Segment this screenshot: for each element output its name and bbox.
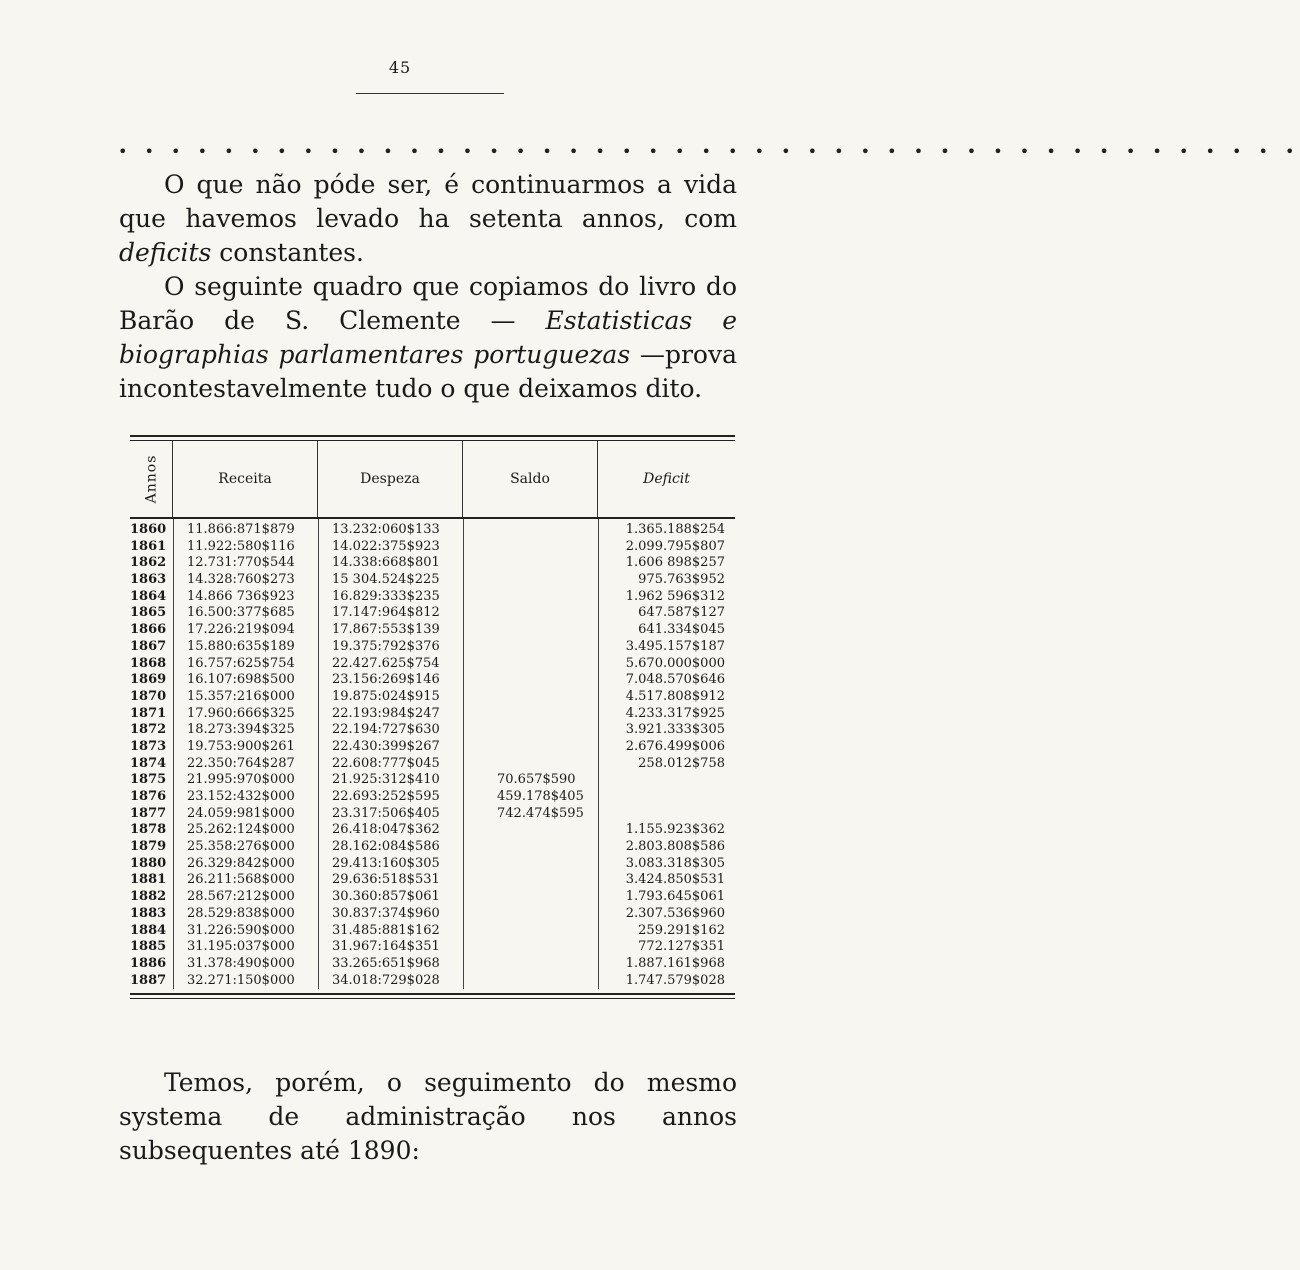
cell-year: 1872 bbox=[130, 722, 167, 738]
cell-deficit: 1.606 898$257 bbox=[625, 555, 725, 571]
cell-deficit: 772.127$351 bbox=[638, 939, 725, 955]
cell-year: 1861 bbox=[130, 538, 167, 554]
cell-receita: 11.922:580$116 bbox=[187, 538, 295, 554]
cell-receita: 15.357:216$000 bbox=[187, 688, 295, 704]
cell-despeza: 17.867:553$139 bbox=[332, 622, 440, 638]
cell-saldo bbox=[463, 923, 598, 940]
cell-year: 1864 bbox=[130, 588, 167, 604]
table-row bbox=[130, 739, 735, 756]
table-row bbox=[130, 906, 735, 923]
cell-deficit: 1.887.161$968 bbox=[625, 955, 725, 971]
cell-deficit: 3.921.333$305 bbox=[625, 722, 725, 738]
table-row bbox=[130, 789, 735, 806]
table-row bbox=[130, 923, 735, 940]
cell-receita: 12.731:770$544 bbox=[187, 555, 295, 571]
cell-despeza: 33.265:651$968 bbox=[332, 955, 440, 971]
cell-saldo: 742.474$595 bbox=[497, 805, 584, 821]
table-row bbox=[130, 939, 735, 956]
table-row bbox=[130, 689, 735, 706]
table-row bbox=[130, 672, 735, 689]
cell-receita: 31.226:590$000 bbox=[187, 922, 295, 938]
table-body bbox=[130, 519, 735, 989]
cell-year: 1883 bbox=[130, 905, 167, 921]
p1-text-b: constantes. bbox=[211, 238, 364, 267]
cell-year: 1865 bbox=[130, 605, 167, 621]
table-row bbox=[130, 756, 735, 773]
paragraph-1 bbox=[119, 168, 737, 270]
table-row bbox=[130, 572, 735, 589]
cell-despeza: 23.156:269$146 bbox=[332, 672, 440, 688]
cell-receita: 32.271:150$000 bbox=[187, 972, 295, 988]
table-row bbox=[130, 822, 735, 839]
cell-year: 1862 bbox=[130, 555, 167, 571]
cell-deficit: 7.048.570$646 bbox=[625, 672, 725, 688]
cell-receita: 31.378:490$000 bbox=[187, 955, 295, 971]
table-header bbox=[130, 441, 735, 519]
cell-saldo bbox=[463, 622, 598, 639]
cell-despeza: 13.232:060$133 bbox=[332, 522, 440, 537]
table-row bbox=[130, 806, 735, 823]
header-saldo: Saldo bbox=[463, 441, 598, 517]
cell-year: 1885 bbox=[130, 939, 167, 955]
cell-receita: 28.529:838$000 bbox=[187, 905, 295, 921]
cell-despeza: 28.162:084$586 bbox=[332, 839, 440, 855]
cell-deficit bbox=[598, 806, 735, 823]
cell-year: 1884 bbox=[130, 922, 167, 938]
cell-year: 1878 bbox=[130, 822, 167, 838]
cell-year: 1867 bbox=[130, 638, 167, 654]
cell-saldo bbox=[463, 605, 598, 622]
table-row bbox=[130, 639, 735, 656]
table-row bbox=[130, 706, 735, 723]
cell-despeza: 29.636:518$531 bbox=[332, 872, 440, 888]
cell-deficit: 1.747.579$028 bbox=[625, 972, 725, 988]
table-bottom-rule bbox=[130, 993, 735, 999]
cell-year: 1866 bbox=[130, 622, 167, 638]
cell-receita: 16.500:377$685 bbox=[187, 605, 295, 621]
cell-receita: 26.211:568$000 bbox=[187, 872, 295, 888]
cell-saldo bbox=[463, 822, 598, 839]
cell-year: 1860 bbox=[130, 522, 167, 537]
closing-text bbox=[119, 1066, 737, 1168]
p2-emphasis: Estatisticas e biographias parlamentares portuguezas bbox=[119, 306, 738, 369]
p2-text-a: O seguinte quadro que copiamos do livro do Barão de S. Clemente — bbox=[119, 272, 737, 335]
page-number: 45 bbox=[388, 58, 412, 77]
cell-saldo bbox=[463, 589, 598, 606]
cell-despeza: 26.418:047$362 bbox=[332, 822, 440, 838]
cell-deficit: 1.365.188$254 bbox=[625, 522, 725, 537]
cell-receita: 25.358:276$000 bbox=[187, 839, 295, 855]
cell-despeza: 21.925:312$410 bbox=[332, 772, 440, 788]
cell-receita: 14.328:760$273 bbox=[187, 572, 295, 588]
cell-receita: 16.757:625$754 bbox=[187, 655, 295, 671]
cell-receita: 31.195:037$000 bbox=[187, 939, 295, 955]
cell-year: 1874 bbox=[130, 755, 167, 771]
table-row bbox=[130, 605, 735, 622]
cell-saldo: 459.178$405 bbox=[497, 789, 584, 804]
cell-deficit: 2.307.536$960 bbox=[625, 905, 725, 921]
table-row bbox=[130, 539, 735, 556]
cell-year: 1875 bbox=[130, 772, 167, 788]
cell-despeza: 22.193:984$247 bbox=[332, 705, 440, 721]
cell-despeza: 22.194:727$630 bbox=[332, 722, 440, 738]
table-row bbox=[130, 722, 735, 739]
cell-receita: 24.059:981$000 bbox=[187, 805, 295, 821]
cell-despeza: 22.608:777$045 bbox=[332, 755, 440, 771]
table-row bbox=[130, 839, 735, 856]
cell-year: 1881 bbox=[130, 872, 167, 888]
cell-year: 1887 bbox=[130, 972, 167, 988]
table-row bbox=[130, 589, 735, 606]
cell-despeza: 22.430:399$267 bbox=[332, 738, 440, 754]
header-annos bbox=[130, 441, 173, 517]
cell-saldo: 70.657$590 bbox=[497, 772, 576, 788]
table-row bbox=[130, 856, 735, 873]
p1-emphasis: deficits bbox=[119, 238, 212, 267]
cell-saldo bbox=[463, 839, 598, 856]
table-row bbox=[130, 522, 735, 539]
cell-despeza: 29.413:160$305 bbox=[332, 855, 440, 871]
cell-despeza: 17.147:964$812 bbox=[332, 605, 440, 621]
cell-despeza: 31.485:881$162 bbox=[332, 922, 440, 938]
cell-year: 1876 bbox=[130, 789, 167, 804]
cell-saldo bbox=[463, 739, 598, 756]
cell-receita: 15.880:635$189 bbox=[187, 638, 295, 654]
cell-deficit: 259.291$162 bbox=[638, 922, 725, 938]
cell-saldo bbox=[463, 672, 598, 689]
cell-deficit: 3.424.850$531 bbox=[625, 872, 725, 888]
cell-despeza: 14.338:668$801 bbox=[332, 555, 440, 571]
paragraph-2 bbox=[119, 270, 737, 406]
table-row bbox=[130, 956, 735, 973]
cell-saldo bbox=[463, 872, 598, 889]
cell-receita: 18.273:394$325 bbox=[187, 722, 295, 738]
table-row bbox=[130, 889, 735, 906]
cell-year: 1873 bbox=[130, 738, 167, 754]
cell-deficit: 1.793.645$061 bbox=[625, 889, 725, 905]
table-row bbox=[130, 872, 735, 889]
cell-saldo bbox=[463, 973, 598, 990]
cell-receita: 16.107:698$500 bbox=[187, 672, 295, 688]
cell-deficit: 1.962 596$312 bbox=[625, 588, 725, 604]
cell-year: 1877 bbox=[130, 805, 167, 821]
paragraph-3: Temos, porém, o seguimento do mesmo systema de administração nos annos subsequentes até 1890: bbox=[119, 1068, 737, 1165]
p1-text-a: O que não póde ser, é continuarmos a vida que havemos levado ha setenta annos, com bbox=[119, 170, 737, 233]
cell-saldo bbox=[463, 539, 598, 556]
cell-year: 1879 bbox=[130, 839, 167, 855]
cell-deficit: 5.670.000$000 bbox=[625, 655, 725, 671]
cell-despeza: 30.360:857$061 bbox=[332, 889, 440, 905]
cell-despeza: 23.317:506$405 bbox=[332, 805, 440, 821]
header-receita: Receita bbox=[173, 441, 318, 517]
cell-year: 1870 bbox=[130, 688, 167, 704]
cell-despeza: 14.022:375$923 bbox=[332, 538, 440, 554]
cell-saldo bbox=[463, 572, 598, 589]
cell-despeza: 22.693:252$595 bbox=[332, 789, 440, 804]
table-row bbox=[130, 973, 735, 990]
header-annos-label: Annos bbox=[143, 454, 160, 504]
cell-deficit: 4.517.808$912 bbox=[625, 688, 725, 704]
cell-despeza: 22.427.625$754 bbox=[332, 655, 440, 671]
cell-deficit: 647.587$127 bbox=[638, 605, 725, 621]
cell-saldo bbox=[463, 956, 598, 973]
cell-deficit: 3.083.318$305 bbox=[625, 855, 725, 871]
cell-despeza: 16.829:333$235 bbox=[332, 588, 440, 604]
cell-despeza: 30.837:374$960 bbox=[332, 905, 440, 921]
cell-saldo bbox=[463, 906, 598, 923]
cell-receita: 19.753:900$261 bbox=[187, 738, 295, 754]
table-row bbox=[130, 555, 735, 572]
cell-year: 1880 bbox=[130, 855, 167, 871]
cell-year: 1869 bbox=[130, 672, 167, 688]
header-despeza: Despeza bbox=[318, 441, 463, 517]
cell-year: 1886 bbox=[130, 955, 167, 971]
cell-deficit: 4.233.317$925 bbox=[625, 705, 725, 721]
cell-receita: 28.567:212$000 bbox=[187, 889, 295, 905]
cell-receita: 17.960:666$325 bbox=[187, 705, 295, 721]
cell-receita: 22.350:764$287 bbox=[187, 755, 295, 771]
cell-deficit: 641.334$045 bbox=[638, 622, 725, 638]
table-row bbox=[130, 622, 735, 639]
cell-saldo bbox=[463, 889, 598, 906]
cell-deficit: 1.155.923$362 bbox=[625, 822, 725, 838]
p2-text-b: —prova incontestavelmente tudo o que deixamos dito. bbox=[119, 340, 737, 403]
cell-deficit: 2.676.499$006 bbox=[625, 738, 725, 754]
table-row bbox=[130, 656, 735, 673]
cell-year: 1882 bbox=[130, 889, 167, 905]
cell-year: 1863 bbox=[130, 572, 167, 588]
cell-deficit: 258.012$758 bbox=[638, 755, 725, 771]
cell-despeza: 15 304.524$225 bbox=[332, 572, 440, 588]
cell-despeza: 31.967:164$351 bbox=[332, 939, 440, 955]
cell-saldo bbox=[463, 555, 598, 572]
cell-receita: 11.866:871$879 bbox=[187, 522, 295, 537]
cell-deficit: 3.495.157$187 bbox=[625, 638, 725, 654]
cell-deficit: 2.803.808$586 bbox=[625, 839, 725, 855]
header-rule bbox=[356, 93, 504, 94]
cell-receita: 17.226:219$094 bbox=[187, 622, 295, 638]
dotted-separator: • • • • • • • • • • • • • • • • • • • • • • • • • • • • • • • • • • • • • • • • • • • • • bbox=[118, 142, 1300, 161]
cell-deficit bbox=[598, 789, 735, 806]
cell-receita: 14.866 736$923 bbox=[187, 588, 295, 604]
cell-year: 1868 bbox=[130, 655, 167, 671]
cell-saldo bbox=[463, 756, 598, 773]
table-row bbox=[130, 772, 735, 789]
cell-deficit bbox=[598, 772, 735, 789]
finance-table bbox=[130, 435, 735, 999]
cell-receita: 23.152:432$000 bbox=[187, 789, 295, 804]
cell-saldo bbox=[463, 856, 598, 873]
cell-despeza: 19.875:024$915 bbox=[332, 688, 440, 704]
cell-despeza: 19.375:792$376 bbox=[332, 638, 440, 654]
cell-saldo bbox=[463, 706, 598, 723]
cell-despeza: 34.018:729$028 bbox=[332, 972, 440, 988]
cell-year: 1871 bbox=[130, 705, 167, 721]
cell-saldo bbox=[463, 689, 598, 706]
cell-saldo bbox=[463, 656, 598, 673]
cell-deficit: 975.763$952 bbox=[638, 572, 725, 588]
cell-receita: 26.329:842$000 bbox=[187, 855, 295, 871]
cell-deficit: 2.099.795$807 bbox=[625, 538, 725, 554]
cell-receita: 21.995:970$000 bbox=[187, 772, 295, 788]
cell-saldo bbox=[463, 639, 598, 656]
header-deficit: Deficit bbox=[643, 471, 690, 487]
cell-saldo bbox=[463, 722, 598, 739]
intro-text bbox=[119, 168, 737, 406]
cell-saldo bbox=[463, 939, 598, 956]
cell-saldo bbox=[463, 522, 598, 539]
cell-receita: 25.262:124$000 bbox=[187, 822, 295, 838]
